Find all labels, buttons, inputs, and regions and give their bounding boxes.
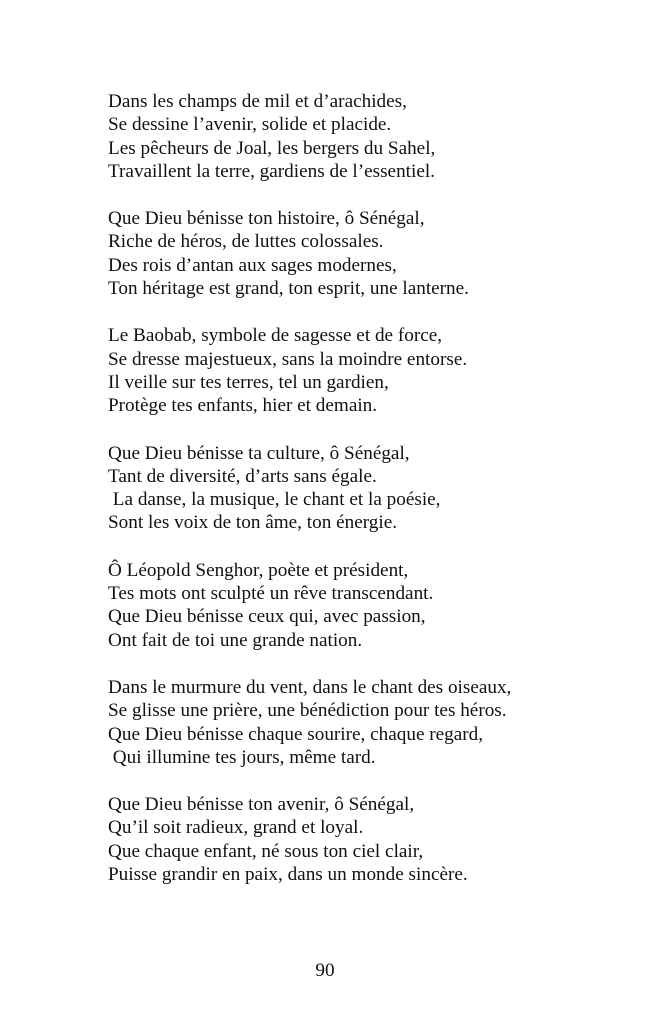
poem-line: Riche de héros, de luttes colossales.: [108, 231, 384, 253]
poem-line: Les pêcheurs de Joal, les bergers du Sahel,: [108, 137, 436, 159]
poem-line: Dans les champs de mil et d’arachides,: [108, 91, 407, 112]
stanza-6: [108, 676, 628, 769]
poem-line: Que Dieu bénisse ta culture, ô Sénégal,: [108, 442, 410, 464]
stanza-5: [108, 559, 628, 652]
poem-line: Travaillent la terre, gardiens de l’essentiel.: [108, 160, 435, 182]
poem-line: Ton héritage est grand, ton esprit, une lanterne.: [108, 278, 469, 300]
poem-line: Sont les voix de ton âme, ton énergie.: [108, 512, 398, 534]
poem-line: Tes mots ont sculpté un rêve transcendant.: [108, 583, 434, 605]
poem-line: Le Baobab, symbole de sagesse et de force,: [108, 325, 443, 347]
stanza-3: [108, 324, 628, 417]
poem-line: Se dresse majestueux, sans la moindre entorse.: [108, 348, 468, 370]
poem-line: Qu’il soit radieux, grand et loyal.: [108, 817, 364, 839]
poem-line: Que Dieu bénisse ceux qui, avec passion,: [108, 606, 426, 628]
stanza-1: [108, 90, 628, 183]
poem-line: Tant de diversité, d’arts sans égale.: [108, 465, 377, 487]
poem-line: Des rois d’antan aux sages modernes,: [108, 254, 397, 276]
poem-line: Que Dieu bénisse chaque sourire, chaque regard,: [108, 723, 484, 745]
poem-line: Que Dieu bénisse ton histoire, ô Sénégal,: [108, 208, 425, 230]
stanza-4: [108, 442, 628, 535]
stanza-7: [108, 793, 628, 886]
stanza-2: [108, 207, 628, 300]
poem-line: Protège tes enfants, hier et demain.: [108, 395, 378, 417]
poem-line: Se glisse une prière, une bénédiction pour tes héros.: [108, 700, 507, 722]
poem-line: Il veille sur tes terres, tel un gardien,: [108, 371, 389, 393]
poem-body: [108, 90, 628, 910]
poem-line: Qui illumine tes jours, même tard.: [108, 746, 376, 768]
poem-line: Puisse grandir en paix, dans un monde sincère.: [108, 864, 468, 886]
poem-line: Dans le murmure du vent, dans le chant des oiseaux,: [108, 676, 512, 698]
page-number: 90: [315, 960, 335, 981]
poem-line: Se dessine l’avenir, solide et placide.: [108, 114, 392, 136]
poem-line: Ont fait de toi une grande nation.: [108, 629, 363, 651]
poem-line: Que Dieu bénisse ton avenir, ô Sénégal,: [108, 794, 415, 816]
poem-line: La danse, la musique, le chant et la poésie,: [108, 489, 441, 511]
poem-line: Que chaque enfant, né sous ton ciel clair,: [108, 840, 424, 862]
poem-line: Ô Léopold Senghor, poète et président,: [108, 559, 409, 581]
